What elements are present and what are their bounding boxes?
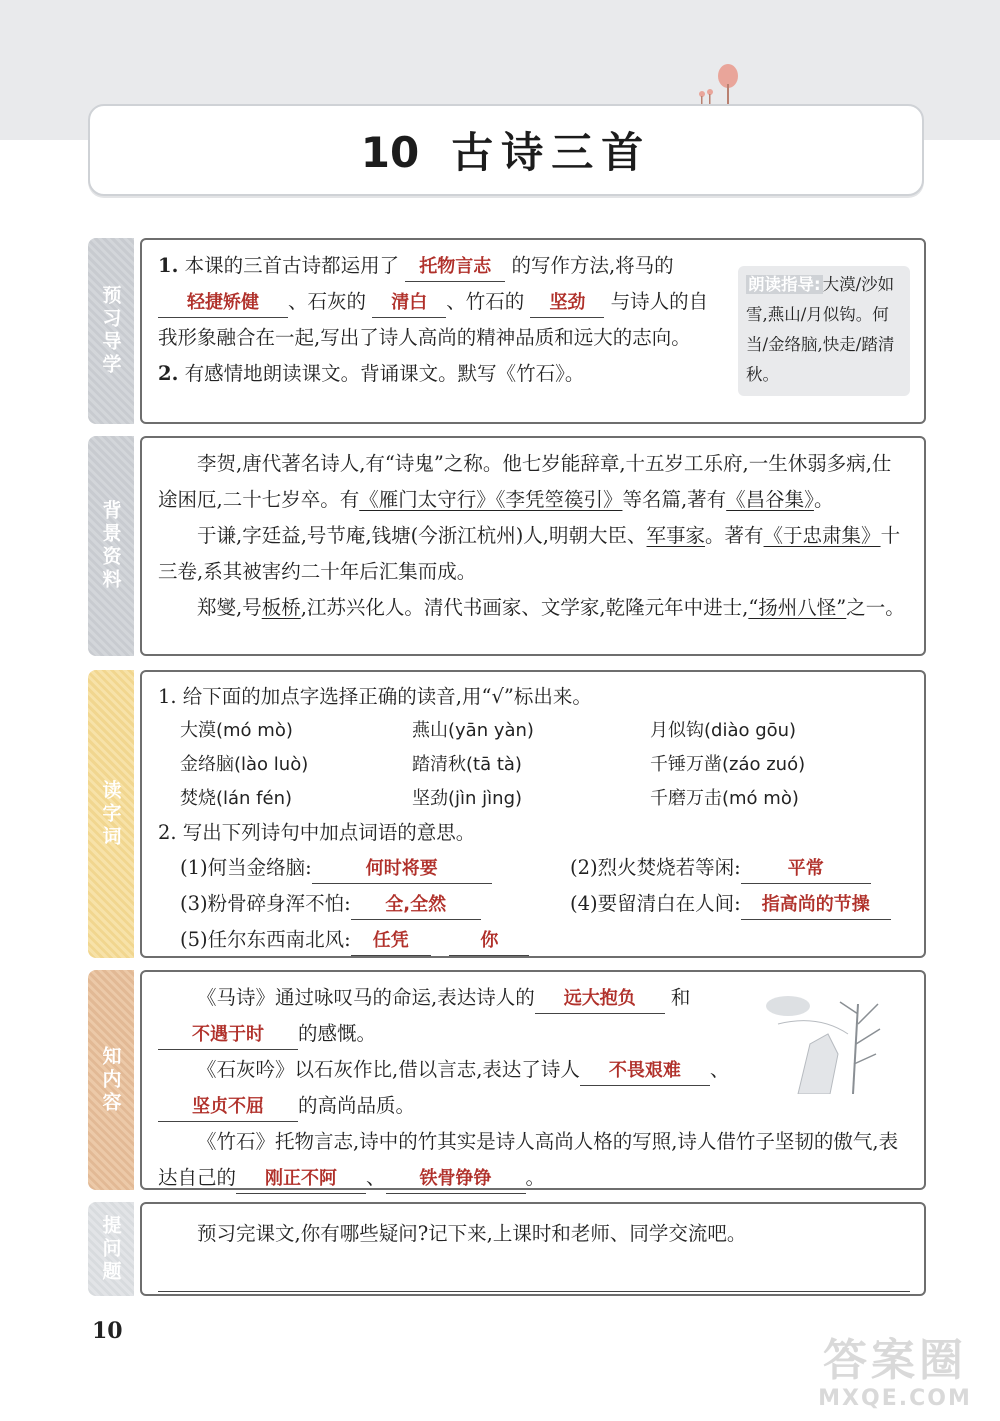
section-tab: 提问题 <box>88 1202 134 1296</box>
section-box <box>140 436 926 656</box>
text: “扬州八怪” <box>748 596 847 619</box>
section-tab: 读字词 <box>88 670 134 958</box>
text: (4)要留清白在人间: <box>570 892 741 915</box>
text: 、竹石的 <box>446 290 525 313</box>
text: 和 <box>670 986 691 1009</box>
answer: 坚劲 <box>530 289 604 318</box>
section-tab: 背景资料 <box>88 436 134 656</box>
answer: 何时将要 <box>312 855 492 884</box>
text: 军事家 <box>646 524 706 547</box>
text: 。 <box>813 488 834 511</box>
pinyin-item: 焚烧(lán fén) <box>180 788 293 809</box>
text: 《竹石》托物言志,诗中的竹其实是诗人高尚人格的写照,诗人借竹子坚韧的傲气,表达自己的 <box>158 1130 899 1189</box>
text: (2)烈火焚烧若等闲: <box>570 856 741 879</box>
answer: 清白 <box>372 289 446 318</box>
meaning-row <box>158 922 910 958</box>
pinyin-item: 燕山(yān yàn) <box>412 720 534 741</box>
section-box <box>140 1202 926 1296</box>
section-box <box>140 238 926 424</box>
text: 《雁门太守行》《李凭箜篌引》 <box>359 488 623 511</box>
pinyin-item: 踏清秋(tā tà) <box>412 754 522 775</box>
text: 本课的三首古诗都运用了 <box>184 254 400 277</box>
pinyin-grid <box>158 714 910 816</box>
section-words <box>88 670 926 958</box>
section-questions <box>88 1202 926 1296</box>
pinyin-item: 坚劲(jìn jìng) <box>412 788 523 809</box>
pinyin-item: 大漠(mó mò) <box>180 720 293 741</box>
pinyin-item: 月似钩(diào gōu) <box>650 720 797 741</box>
section-box <box>140 670 926 958</box>
text: 、石灰的 <box>288 290 367 313</box>
answer: 全,全然 <box>351 891 481 920</box>
answer: 你 <box>449 927 529 956</box>
section-background <box>88 436 926 656</box>
text: 与诗人的自我形象融合在一起,写出了诗人高尚的精神品质和远大的志向。 <box>158 290 709 349</box>
section-tab: 预习导学 <box>88 238 134 424</box>
answer: 托物言志 <box>405 253 505 282</box>
tree-icon <box>690 60 750 110</box>
text: 《石灰吟》以石灰作比,借以言志,表达了诗人 <box>197 1058 580 1081</box>
text: 有感情地朗读课文。背诵课文。默写《竹石》。 <box>184 362 585 385</box>
text: 的感慨。 <box>298 1022 377 1045</box>
pinyin-item: 千磨万击(mó mò) <box>650 788 799 809</box>
page-title <box>361 120 651 180</box>
answer: 刚正不阿 <box>236 1165 366 1194</box>
tip-label: 朗读指导: <box>748 275 821 294</box>
meaning-row <box>158 886 910 922</box>
watermark-url: MXQE.COM <box>818 1386 972 1411</box>
text: (1)何当金络脑: <box>180 856 312 879</box>
question: 1. 给下面的加点字选择正确的读音,用“√”标出来。 <box>158 685 592 708</box>
reading-tip <box>738 266 910 396</box>
lesson-number: 10 <box>360 128 420 177</box>
answer: 不遇于时 <box>158 1021 298 1050</box>
writing-line[interactable] <box>158 1264 910 1292</box>
pinyin-item: 千锤万凿(záo zuó) <box>650 754 806 775</box>
watermark-text: 答案圈 <box>823 1335 967 1386</box>
text: 等名篇,著有 <box>622 488 727 511</box>
answer: 平常 <box>741 855 871 884</box>
question: 2. 写出下列诗句中加点词语的意思。 <box>158 821 476 844</box>
answer: 任凭 <box>351 927 431 956</box>
answer: 坚贞不屈 <box>158 1093 298 1122</box>
page-number: 10 <box>92 1318 123 1344</box>
question-number: 1. <box>158 254 179 277</box>
pinyin-item: 金络脑(lào luò) <box>180 754 309 775</box>
tip-text: 大漠/沙如雪,燕山/月似钩。何当/金络脑,快走/踏清秋。 <box>746 275 895 384</box>
section-content <box>88 970 926 1190</box>
section-preview <box>88 238 926 424</box>
answer: 铁骨铮铮 <box>386 1165 526 1194</box>
prompt-text: 预习完课文,你有哪些疑问?记下来,上课时和老师、同学交流吧。 <box>197 1222 747 1245</box>
text: 《马诗》通过咏叹马的命运,表达诗人的 <box>197 986 535 1009</box>
question-number: 2. <box>158 362 179 385</box>
title-box <box>88 104 924 196</box>
text: 《昌谷集》 <box>726 488 814 511</box>
text: 之一。 <box>846 596 905 619</box>
answer: 轻捷矫健 <box>158 289 288 318</box>
bamboo-rock-illustration <box>758 984 908 1094</box>
text: 十三卷,系其被害约二十年后汇集而成。 <box>158 524 901 583</box>
text: ,江苏兴化人。清代书画家、文学家,乾隆元年中进士, <box>300 596 749 619</box>
lesson-title: 古诗三首 <box>451 128 652 177</box>
meaning-row <box>158 850 910 886</box>
section-box <box>140 970 926 1190</box>
text: 的写作方法,将马的 <box>511 254 674 277</box>
answer: 指高尚的节操 <box>741 891 891 920</box>
watermark <box>800 1336 990 1416</box>
text: 、 <box>709 1058 730 1081</box>
section-tab: 知内容 <box>88 970 134 1190</box>
text: 。著有 <box>705 524 764 547</box>
text: (3)粉骨碎身浑不怕: <box>180 892 351 915</box>
text: (5)任尔东西南北风: <box>180 928 351 951</box>
text: 的高尚品质。 <box>298 1094 416 1117</box>
answer: 远大抱负 <box>535 985 665 1014</box>
text: 、 <box>366 1166 386 1189</box>
text: 《于忠肃集》 <box>763 524 881 547</box>
text: 板桥 <box>261 596 301 619</box>
text: 于谦,字廷益,号节庵,钱塘(今浙江杭州)人,明朝大臣、 <box>197 524 647 547</box>
text: 。 <box>525 1166 546 1189</box>
text: 李贺,唐代著名诗人,有“诗鬼”之称。他七岁能辞章,十五岁工乐府,一生休弱多病,仕途困厄,二十七岁卒。有 <box>158 452 892 511</box>
text: 郑燮,号 <box>197 596 262 619</box>
answer: 不畏艰难 <box>580 1057 710 1086</box>
